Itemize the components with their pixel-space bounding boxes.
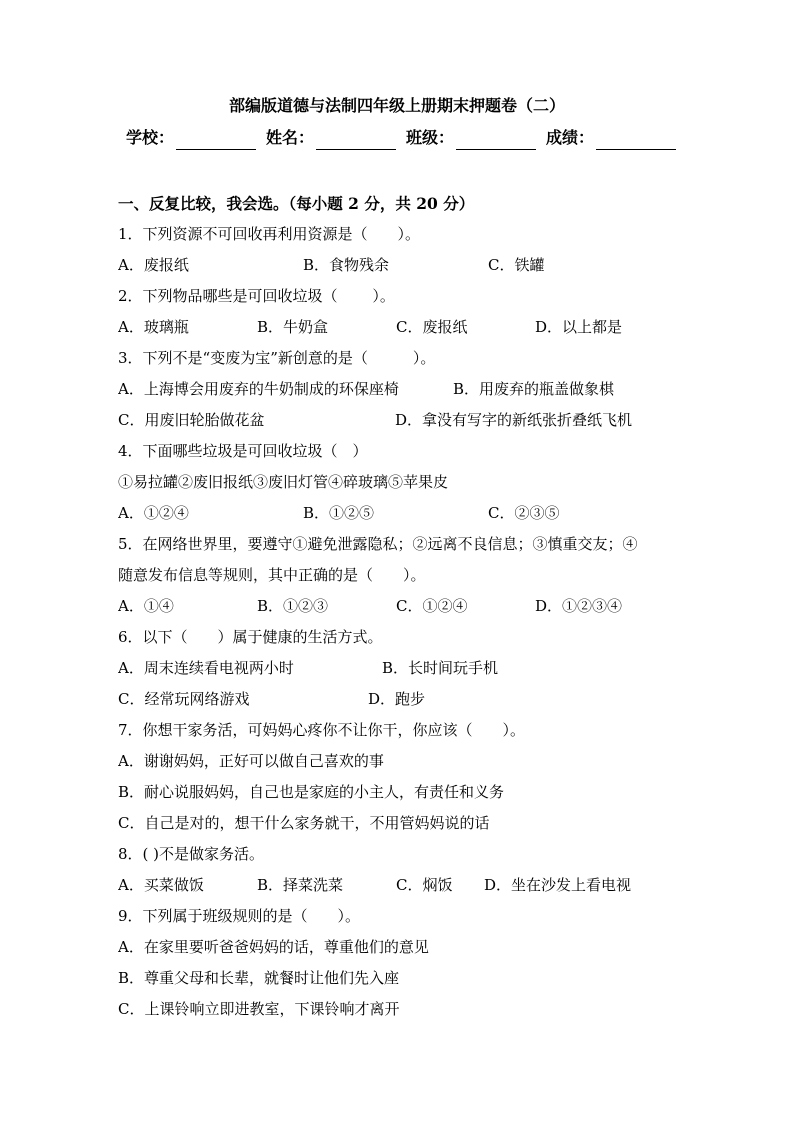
question-6-options-row1 [118,653,678,684]
option-a: A．①②④ [118,504,189,522]
name-field [266,126,396,150]
question-8-stem: 8．( )不是做家务活。 [118,845,265,863]
name-label: 姓名： [266,128,315,147]
option-a: A．①④ [118,597,174,615]
question-5-stem-line2: 随意发布信息等规则，其中正确的是（ ）。 [118,566,426,584]
question-2-options [118,312,678,343]
option-a: A．废报纸 [118,256,189,274]
option-a: A．上海博会用废弃的牛奶制成的环保座椅 [118,380,399,398]
question-7-stem: 7．你想干家务活，可妈妈心疼你不让你干，你应该（ ）。 [118,721,526,739]
class-blank [456,131,536,150]
option-b: B．①②⑤ [303,504,375,522]
question-list [118,188,678,1025]
option-c: C．经常玩网络游戏 [118,690,250,708]
class-field [406,126,536,150]
question-4-items: ①易拉罐②废旧报纸③废旧灯管④碎玻璃⑤苹果皮 [118,473,449,491]
option-c: C．铁罐 [488,256,545,274]
score-blank [596,131,676,150]
option-a: A．在家里要听爸爸妈妈的话，尊重他们的意见 [118,938,429,956]
option-d: D．以上都是 [535,318,623,336]
option-c: C．焖饭 [396,876,453,894]
option-b: B．牛奶盒 [257,318,329,336]
score-label: 成绩： [546,128,595,147]
question-3-stem: 3．下列不是“变废为宝”新创意的是（ ）。 [118,349,436,367]
question-5-stem-line1: 5．在网络世界里，要遵守①避免泄露隐私；②远离不良信息；③慎重交友；④ [118,535,638,553]
score-field [546,126,676,150]
name-blank [316,131,396,150]
option-d: D．坐在沙发上看电视 [484,876,632,894]
question-1-options [118,250,678,281]
question-9-stem: 9．下列属于班级规则的是（ ）。 [118,907,361,925]
option-b: B．尊重父母和长辈，就餐时让他们先入座 [118,969,400,987]
school-field [126,126,256,150]
question-3-options-row1 [118,374,678,405]
option-b: B．长时间玩手机 [382,659,499,677]
question-6-options-row2 [118,684,678,715]
question-8-options [118,870,678,901]
question-2-stem: 2．下列物品哪些是可回收垃圾（ ）。 [118,287,395,305]
option-d: D．跑步 [368,690,426,708]
question-4-options [118,498,678,529]
option-b: B．用废弃的瓶盖做象棋 [453,380,615,398]
question-3-options-row2 [118,405,678,436]
school-blank [176,131,256,150]
option-a: A．玻璃瓶 [118,318,189,336]
option-b: B．食物残余 [303,256,390,274]
question-5-options [118,591,678,622]
option-c: C．①②④ [396,597,468,615]
option-b: B．择菜洗菜 [257,876,344,894]
question-6-stem: 6．以下（ ）属于健康的生活方式。 [118,628,383,646]
option-c: C．自己是对的，想干什么家务就干，不用管妈妈说的话 [118,814,490,832]
student-info-row [126,126,686,150]
option-c: C．上课铃响立即进教室，下课铃响才离开 [118,1000,400,1018]
option-c: C．②③⑤ [488,504,560,522]
school-label: 学校： [126,128,175,147]
option-d: D．①②③④ [535,597,623,615]
option-c: C．用废旧轮胎做花盆 [118,411,265,429]
section-heading: 一、反复比较，我会选。（每小题 2 分，共 20 分） [118,194,475,213]
option-a: A．周末连续看电视两小时 [118,659,294,677]
option-d: D．拿没有写字的新纸张折叠纸飞机 [395,411,633,429]
question-1-stem: 1．下列资源不可回收再利用资源是（ ）。 [118,225,421,243]
option-b: B．耐心说服妈妈，自己也是家庭的小主人，有责任和义务 [118,783,505,801]
option-c: C．废报纸 [396,318,468,336]
option-a: A．买菜做饭 [118,876,204,894]
option-a: A．谢谢妈妈，正好可以做自己喜欢的事 [118,752,384,770]
page-title: 部编版道德与法制四年级上册期末押题卷（二） [228,96,565,115]
option-b: B．①②③ [257,597,329,615]
class-label: 班级： [406,128,455,147]
question-4-stem: 4．下面哪些垃圾是可回收垃圾（ ） [118,442,368,460]
